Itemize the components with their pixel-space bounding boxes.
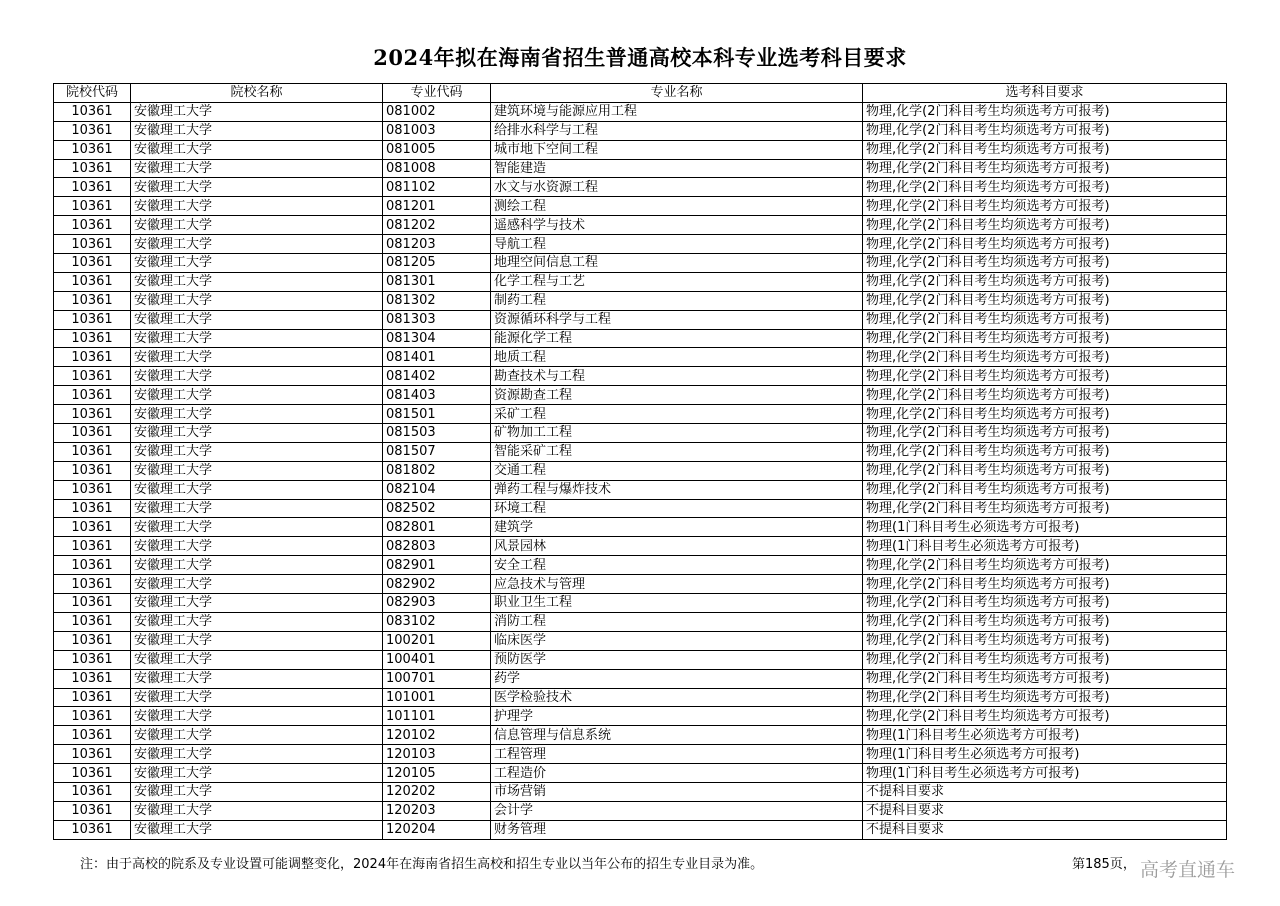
cell-major-name: 化学工程与工艺 xyxy=(491,272,863,291)
cell-school-name: 安徽理工大学 xyxy=(131,386,383,405)
table-row xyxy=(54,291,1227,310)
cell-school-name: 安徽理工大学 xyxy=(131,197,383,216)
cell-subject-requirement: 物理,化学(2门科目考生均须选考方可报考) xyxy=(863,348,1227,367)
cell-school-code: 10361 xyxy=(54,329,131,348)
cell-school-code: 10361 xyxy=(54,102,131,121)
cell-major-code: 082901 xyxy=(383,556,491,575)
footer-note: 注：由于高校的院系及专业设置可能调整变化，2024年在海南省招生高校和招生专业以当年公布的招生专业目录为准。 xyxy=(80,857,764,872)
cell-school-code: 10361 xyxy=(54,140,131,159)
cell-major-code: 081403 xyxy=(383,386,491,405)
cell-major-code: 081301 xyxy=(383,272,491,291)
cell-subject-requirement: 物理,化学(2门科目考生均须选考方可报考) xyxy=(863,140,1227,159)
cell-school-name: 安徽理工大学 xyxy=(131,367,383,386)
cell-subject-requirement: 物理,化学(2门科目考生均须选考方可报考) xyxy=(863,650,1227,669)
table-row xyxy=(54,726,1227,745)
cell-major-code: 083102 xyxy=(383,612,491,631)
table-row xyxy=(54,159,1227,178)
cell-major-code: 100401 xyxy=(383,650,491,669)
cell-subject-requirement: 物理,化学(2门科目考生均须选考方可报考) xyxy=(863,235,1227,254)
cell-school-name: 安徽理工大学 xyxy=(131,254,383,273)
cell-major-name: 财务管理 xyxy=(491,820,863,839)
cell-school-name: 安徽理工大学 xyxy=(131,480,383,499)
cell-major-name: 测绘工程 xyxy=(491,197,863,216)
cell-subject-requirement: 物理,化学(2门科目考生均须选考方可报考) xyxy=(863,442,1227,461)
cell-major-code: 120202 xyxy=(383,782,491,801)
table-row xyxy=(54,594,1227,613)
cell-school-name: 安徽理工大学 xyxy=(131,745,383,764)
cell-major-code: 120103 xyxy=(383,745,491,764)
cell-major-code: 081401 xyxy=(383,348,491,367)
cell-school-code: 10361 xyxy=(54,159,131,178)
cell-major-code: 081002 xyxy=(383,102,491,121)
cell-major-name: 建筑学 xyxy=(491,518,863,537)
table-row xyxy=(54,612,1227,631)
cell-school-name: 安徽理工大学 xyxy=(131,707,383,726)
cell-school-code: 10361 xyxy=(54,820,131,839)
cell-major-code: 081003 xyxy=(383,121,491,140)
cell-major-name: 应急技术与管理 xyxy=(491,575,863,594)
cell-major-code: 120203 xyxy=(383,801,491,820)
cell-major-code: 120102 xyxy=(383,726,491,745)
cell-major-name: 制药工程 xyxy=(491,291,863,310)
table-row xyxy=(54,461,1227,480)
table-row xyxy=(54,310,1227,329)
cell-school-name: 安徽理工大学 xyxy=(131,121,383,140)
cell-school-name: 安徽理工大学 xyxy=(131,612,383,631)
cell-major-code: 081503 xyxy=(383,424,491,443)
cell-school-code: 10361 xyxy=(54,801,131,820)
cell-school-code: 10361 xyxy=(54,461,131,480)
cell-major-code: 081205 xyxy=(383,254,491,273)
cell-school-name: 安徽理工大学 xyxy=(131,594,383,613)
cell-subject-requirement: 物理,化学(2门科目考生均须选考方可报考) xyxy=(863,329,1227,348)
cell-major-name: 矿物加工工程 xyxy=(491,424,863,443)
watermark: 高考直通车 xyxy=(1140,859,1236,881)
cell-school-code: 10361 xyxy=(54,707,131,726)
cell-school-name: 安徽理工大学 xyxy=(131,556,383,575)
cell-major-code: 100201 xyxy=(383,631,491,650)
cell-subject-requirement: 物理,化学(2门科目考生均须选考方可报考) xyxy=(863,102,1227,121)
cell-major-code: 082803 xyxy=(383,537,491,556)
cell-school-name: 安徽理工大学 xyxy=(131,499,383,518)
cell-major-name: 交通工程 xyxy=(491,461,863,480)
cell-major-name: 智能采矿工程 xyxy=(491,442,863,461)
cell-school-code: 10361 xyxy=(54,612,131,631)
cell-school-code: 10361 xyxy=(54,764,131,783)
cell-school-code: 10361 xyxy=(54,424,131,443)
cell-school-code: 10361 xyxy=(54,726,131,745)
cell-major-name: 水文与水资源工程 xyxy=(491,178,863,197)
cell-major-code: 082903 xyxy=(383,594,491,613)
cell-school-name: 安徽理工大学 xyxy=(131,405,383,424)
cell-school-code: 10361 xyxy=(54,669,131,688)
cell-school-name: 安徽理工大学 xyxy=(131,291,383,310)
cell-school-code: 10361 xyxy=(54,556,131,575)
table-row xyxy=(54,405,1227,424)
cell-major-name: 资源勘查工程 xyxy=(491,386,863,405)
cell-school-code: 10361 xyxy=(54,782,131,801)
cell-school-name: 安徽理工大学 xyxy=(131,631,383,650)
cell-subject-requirement: 物理,化学(2门科目考生均须选考方可报考) xyxy=(863,669,1227,688)
cell-subject-requirement: 物理(1门科目考生必须选考方可报考) xyxy=(863,537,1227,556)
cell-subject-requirement: 物理,化学(2门科目考生均须选考方可报考) xyxy=(863,272,1227,291)
table-row xyxy=(54,688,1227,707)
cell-subject-requirement: 物理,化学(2门科目考生均须选考方可报考) xyxy=(863,424,1227,443)
cell-major-name: 职业卫生工程 xyxy=(491,594,863,613)
cell-school-code: 10361 xyxy=(54,442,131,461)
cell-subject-requirement: 不提科目要求 xyxy=(863,782,1227,801)
cell-subject-requirement: 物理,化学(2门科目考生均须选考方可报考) xyxy=(863,594,1227,613)
cell-school-name: 安徽理工大学 xyxy=(131,801,383,820)
cell-major-name: 智能建造 xyxy=(491,159,863,178)
table-row xyxy=(54,480,1227,499)
table-row xyxy=(54,140,1227,159)
cell-school-code: 10361 xyxy=(54,688,131,707)
table-row xyxy=(54,650,1227,669)
table-row xyxy=(54,178,1227,197)
cell-school-code: 10361 xyxy=(54,367,131,386)
cell-school-code: 10361 xyxy=(54,348,131,367)
page-title: 2024年拟在海南省招生普通高校本科专业选考科目要求 xyxy=(373,45,907,70)
cell-major-name: 医学检验技术 xyxy=(491,688,863,707)
cell-major-code: 081802 xyxy=(383,461,491,480)
cell-major-code: 081201 xyxy=(383,197,491,216)
cell-school-name: 安徽理工大学 xyxy=(131,102,383,121)
table-row xyxy=(54,216,1227,235)
table-row xyxy=(54,499,1227,518)
cell-school-code: 10361 xyxy=(54,537,131,556)
cell-major-code: 081008 xyxy=(383,159,491,178)
table-row xyxy=(54,197,1227,216)
cell-major-name: 工程管理 xyxy=(491,745,863,764)
cell-school-code: 10361 xyxy=(54,575,131,594)
cell-school-code: 10361 xyxy=(54,272,131,291)
table-row xyxy=(54,348,1227,367)
cell-major-name: 市场营销 xyxy=(491,782,863,801)
cell-school-name: 安徽理工大学 xyxy=(131,782,383,801)
cell-subject-requirement: 物理,化学(2门科目考生均须选考方可报考) xyxy=(863,367,1227,386)
cell-major-code: 120204 xyxy=(383,820,491,839)
cell-school-name: 安徽理工大学 xyxy=(131,575,383,594)
cell-school-name: 安徽理工大学 xyxy=(131,272,383,291)
cell-major-code: 100701 xyxy=(383,669,491,688)
header-school-name: 院校名称 xyxy=(131,84,383,103)
cell-school-code: 10361 xyxy=(54,650,131,669)
cell-school-name: 安徽理工大学 xyxy=(131,310,383,329)
cell-major-code: 082902 xyxy=(383,575,491,594)
cell-major-name: 地质工程 xyxy=(491,348,863,367)
cell-major-code: 081302 xyxy=(383,291,491,310)
cell-school-code: 10361 xyxy=(54,745,131,764)
table-row xyxy=(54,329,1227,348)
cell-major-code: 082502 xyxy=(383,499,491,518)
table-row xyxy=(54,537,1227,556)
cell-subject-requirement: 不提科目要求 xyxy=(863,820,1227,839)
table-row xyxy=(54,669,1227,688)
cell-major-name: 药学 xyxy=(491,669,863,688)
table-row xyxy=(54,442,1227,461)
cell-major-code: 081203 xyxy=(383,235,491,254)
cell-major-name: 弹药工程与爆炸技术 xyxy=(491,480,863,499)
cell-subject-requirement: 物理,化学(2门科目考生均须选考方可报考) xyxy=(863,121,1227,140)
cell-subject-requirement: 物理,化学(2门科目考生均须选考方可报考) xyxy=(863,291,1227,310)
cell-major-code: 101101 xyxy=(383,707,491,726)
cell-subject-requirement: 物理,化学(2门科目考生均须选考方可报考) xyxy=(863,216,1227,235)
cell-major-code: 081507 xyxy=(383,442,491,461)
table-header-row xyxy=(54,84,1227,103)
cell-major-name: 工程造价 xyxy=(491,764,863,783)
table-row xyxy=(54,631,1227,650)
requirements-table xyxy=(53,83,1227,840)
header-school-code: 院校代码 xyxy=(54,84,131,103)
cell-subject-requirement: 物理,化学(2门科目考生均须选考方可报考) xyxy=(863,310,1227,329)
cell-school-name: 安徽理工大学 xyxy=(131,178,383,197)
cell-subject-requirement: 物理,化学(2门科目考生均须选考方可报考) xyxy=(863,386,1227,405)
cell-school-name: 安徽理工大学 xyxy=(131,537,383,556)
table-row xyxy=(54,764,1227,783)
cell-subject-requirement: 物理,化学(2门科目考生均须选考方可报考) xyxy=(863,556,1227,575)
cell-major-name: 资源循环科学与工程 xyxy=(491,310,863,329)
cell-school-code: 10361 xyxy=(54,518,131,537)
cell-subject-requirement: 物理,化学(2门科目考生均须选考方可报考) xyxy=(863,612,1227,631)
cell-subject-requirement: 物理,化学(2门科目考生均须选考方可报考) xyxy=(863,688,1227,707)
cell-subject-requirement: 物理,化学(2门科目考生均须选考方可报考) xyxy=(863,178,1227,197)
table-row xyxy=(54,254,1227,273)
cell-major-code: 081501 xyxy=(383,405,491,424)
cell-school-name: 安徽理工大学 xyxy=(131,348,383,367)
cell-major-name: 临床医学 xyxy=(491,631,863,650)
cell-school-code: 10361 xyxy=(54,254,131,273)
cell-school-code: 10361 xyxy=(54,291,131,310)
header-subject-requirement: 选考科目要求 xyxy=(863,84,1227,103)
cell-major-code: 120105 xyxy=(383,764,491,783)
header-major-code: 专业代码 xyxy=(383,84,491,103)
cell-major-code: 082801 xyxy=(383,518,491,537)
cell-major-code: 082104 xyxy=(383,480,491,499)
cell-school-name: 安徽理工大学 xyxy=(131,216,383,235)
cell-school-name: 安徽理工大学 xyxy=(131,518,383,537)
cell-school-name: 安徽理工大学 xyxy=(131,650,383,669)
table-row xyxy=(54,707,1227,726)
cell-school-code: 10361 xyxy=(54,405,131,424)
cell-subject-requirement: 物理,化学(2门科目考生均须选考方可报考) xyxy=(863,254,1227,273)
cell-subject-requirement: 物理(1门科目考生必须选考方可报考) xyxy=(863,518,1227,537)
cell-major-code: 081402 xyxy=(383,367,491,386)
cell-major-name: 消防工程 xyxy=(491,612,863,631)
cell-subject-requirement: 物理(1门科目考生必须选考方可报考) xyxy=(863,745,1227,764)
cell-major-name: 采矿工程 xyxy=(491,405,863,424)
cell-school-code: 10361 xyxy=(54,178,131,197)
table-body xyxy=(54,102,1227,839)
cell-subject-requirement: 物理,化学(2门科目考生均须选考方可报考) xyxy=(863,159,1227,178)
table-row xyxy=(54,235,1227,254)
cell-major-name: 地理空间信息工程 xyxy=(491,254,863,273)
table-row xyxy=(54,518,1227,537)
cell-school-code: 10361 xyxy=(54,386,131,405)
cell-school-code: 10361 xyxy=(54,499,131,518)
cell-subject-requirement: 物理,化学(2门科目考生均须选考方可报考) xyxy=(863,461,1227,480)
cell-school-name: 安徽理工大学 xyxy=(131,764,383,783)
cell-school-name: 安徽理工大学 xyxy=(131,140,383,159)
cell-school-name: 安徽理工大学 xyxy=(131,159,383,178)
cell-major-name: 城市地下空间工程 xyxy=(491,140,863,159)
cell-school-name: 安徽理工大学 xyxy=(131,688,383,707)
table-row xyxy=(54,820,1227,839)
cell-school-name: 安徽理工大学 xyxy=(131,669,383,688)
cell-major-name: 护理学 xyxy=(491,707,863,726)
cell-major-name: 会计学 xyxy=(491,801,863,820)
cell-subject-requirement: 物理(1门科目考生必须选考方可报考) xyxy=(863,726,1227,745)
cell-major-code: 081102 xyxy=(383,178,491,197)
table-row xyxy=(54,575,1227,594)
cell-school-code: 10361 xyxy=(54,594,131,613)
cell-school-name: 安徽理工大学 xyxy=(131,726,383,745)
cell-school-code: 10361 xyxy=(54,310,131,329)
cell-major-name: 遥感科学与技术 xyxy=(491,216,863,235)
cell-subject-requirement: 物理,化学(2门科目考生均须选考方可报考) xyxy=(863,197,1227,216)
cell-major-name: 风景园林 xyxy=(491,537,863,556)
cell-major-code: 081304 xyxy=(383,329,491,348)
cell-school-name: 安徽理工大学 xyxy=(131,329,383,348)
table-row xyxy=(54,801,1227,820)
cell-major-name: 能源化学工程 xyxy=(491,329,863,348)
cell-school-name: 安徽理工大学 xyxy=(131,820,383,839)
cell-major-code: 081005 xyxy=(383,140,491,159)
table-row xyxy=(54,424,1227,443)
cell-major-code: 101001 xyxy=(383,688,491,707)
cell-school-name: 安徽理工大学 xyxy=(131,235,383,254)
cell-school-name: 安徽理工大学 xyxy=(131,442,383,461)
cell-subject-requirement: 物理,化学(2门科目考生均须选考方可报考) xyxy=(863,631,1227,650)
cell-school-name: 安徽理工大学 xyxy=(131,461,383,480)
cell-major-name: 导航工程 xyxy=(491,235,863,254)
cell-school-code: 10361 xyxy=(54,631,131,650)
table-row xyxy=(54,386,1227,405)
cell-subject-requirement: 物理,化学(2门科目考生均须选考方可报考) xyxy=(863,480,1227,499)
cell-subject-requirement: 物理,化学(2门科目考生均须选考方可报考) xyxy=(863,575,1227,594)
cell-major-name: 预防医学 xyxy=(491,650,863,669)
page-number: 第185页， xyxy=(1072,857,1136,872)
cell-subject-requirement: 物理,化学(2门科目考生均须选考方可报考) xyxy=(863,707,1227,726)
table-row xyxy=(54,272,1227,291)
table-row xyxy=(54,121,1227,140)
cell-major-name: 给排水科学与工程 xyxy=(491,121,863,140)
table-row xyxy=(54,556,1227,575)
table-row xyxy=(54,102,1227,121)
header-major-name: 专业名称 xyxy=(491,84,863,103)
cell-school-code: 10361 xyxy=(54,197,131,216)
cell-major-name: 环境工程 xyxy=(491,499,863,518)
cell-school-code: 10361 xyxy=(54,480,131,499)
cell-major-code: 081202 xyxy=(383,216,491,235)
table-row xyxy=(54,367,1227,386)
cell-subject-requirement: 不提科目要求 xyxy=(863,801,1227,820)
cell-school-code: 10361 xyxy=(54,235,131,254)
cell-school-code: 10361 xyxy=(54,216,131,235)
cell-major-name: 勘查技术与工程 xyxy=(491,367,863,386)
cell-school-name: 安徽理工大学 xyxy=(131,424,383,443)
cell-subject-requirement: 物理,化学(2门科目考生均须选考方可报考) xyxy=(863,499,1227,518)
cell-subject-requirement: 物理(1门科目考生必须选考方可报考) xyxy=(863,764,1227,783)
table-row xyxy=(54,782,1227,801)
cell-subject-requirement: 物理,化学(2门科目考生均须选考方可报考) xyxy=(863,405,1227,424)
cell-major-name: 信息管理与信息系统 xyxy=(491,726,863,745)
table-row xyxy=(54,745,1227,764)
cell-major-name: 安全工程 xyxy=(491,556,863,575)
cell-major-code: 081303 xyxy=(383,310,491,329)
cell-major-name: 建筑环境与能源应用工程 xyxy=(491,102,863,121)
cell-school-code: 10361 xyxy=(54,121,131,140)
